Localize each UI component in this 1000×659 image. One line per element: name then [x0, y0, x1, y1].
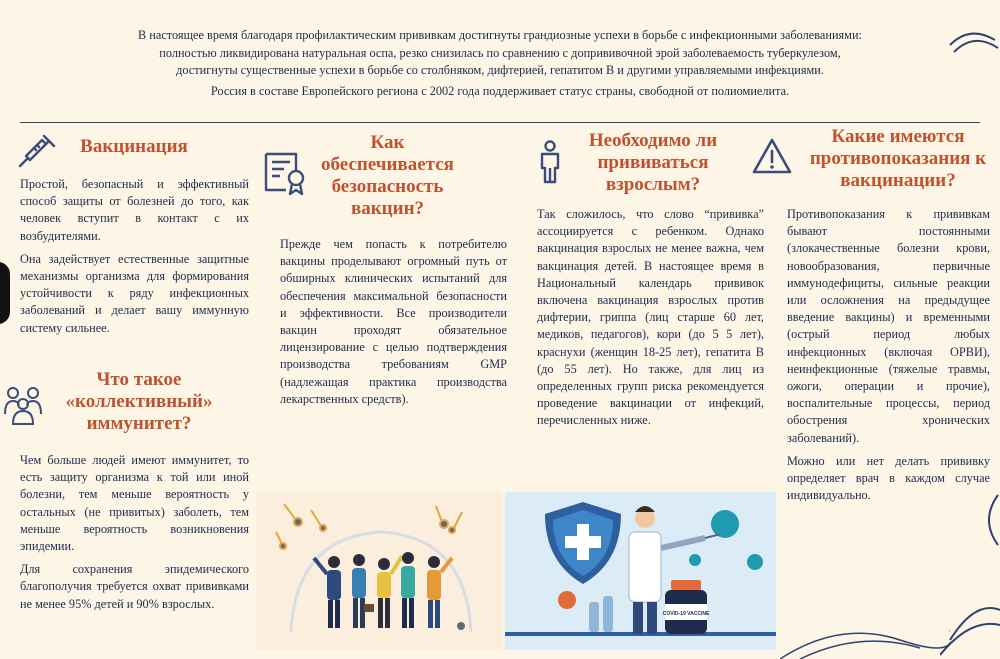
- warning-icon: [750, 136, 794, 176]
- safety-title-line-1: Как: [370, 132, 405, 153]
- herd-title-line-3: иммунитет?: [86, 413, 192, 434]
- people-group-icon: [2, 384, 44, 426]
- contraindications-title: [796, 126, 1000, 192]
- intro-line-1: В настоящее время благодаря профилактическим прививкам достигнуты грандиозные успехи в борьбе с инфекционными заболеваниями:: [138, 28, 862, 42]
- contra-paragraph-1: Противопоказания к прививкам бывают постоянными (злокачественные болезни крови, новообразования, первичные иммунодефициты, сильные реакции или осложнения на предыдущее введение вакцины) и временными (острый период любых инфекционных (включая ОРВИ), неинфекционные (тяжелые травмы, ожоги, операции и прочие), воспалительные процессы, период обострения хронических заболеваний).: [787, 207, 990, 445]
- vaccination-paragraph-1: Простой, безопасный и эффективный способ защиты от болезней до того, как человек вступит в контакт с их возбудителями.: [20, 177, 249, 243]
- syringe-icon: [16, 132, 58, 174]
- vaccination-text: [20, 176, 249, 343]
- safety-paragraph-1: Прежде чем попасть к потребителю вакцины проделывают огромный путь от обширных клинических испытаний для обеспечения максимальной безопасности и эффективности. Все производители вакцин проходят обязательное лицензирование с целью подтверждения производства требованиям GMP (надлежащая практика производства лекарственных средств).: [280, 237, 507, 406]
- contra-title-line-1: Какие имеются: [831, 126, 965, 147]
- adults-paragraph-1: Так сложилось, что слово “прививка” ассоциируется с ребенком. Однако вакцинация взрослых не менее важна, чем вакцинация детей. В настоящее время в Национальный календарь прививок включена вакцинация взрослых против дифтерии, гриппа (лиц старше 60 лет, медиков, педагогов), кори (до 5 5 лет), краснухи (женщин 18-25 лет), гепатита В (до 55 лет). Но также, для лиц из определенных групп риска рекомендуется проведение вакцинации от инфекций, перечисленных ниже.: [537, 207, 764, 428]
- intro-line-4: Россия в составе Европейского региона с 2002 года поддерживает статус страны, свободной от полиомиелита.: [210, 83, 790, 98]
- vaccination-title: Вакцинация: [80, 136, 188, 157]
- herd-immunity-text: [20, 452, 249, 619]
- safety-title-line-4: вакцин?: [350, 198, 425, 219]
- safety-title-line-3: безопасность: [331, 176, 444, 197]
- vaccine-doctor-illustration: [505, 492, 776, 650]
- safety-title: [300, 132, 475, 220]
- divider-line: [20, 122, 980, 123]
- contraindications-text: [787, 206, 990, 510]
- wave-decoration-bottom: [780, 560, 950, 659]
- vaccination-paragraph-2: Она задействует естественные защитные механизмы организма для формирования устойчивости к ряду инфекционных заболеваний и делает вашу иммунную систему сильнее.: [20, 251, 249, 335]
- adults-title: [568, 130, 738, 196]
- herd-title-line-1: Что такое: [96, 369, 182, 390]
- contra-title-line-2: противопоказания к: [809, 148, 987, 169]
- contra-paragraph-2: Можно или нет делать прививку определяет врач в каждом случае индивидуально.: [787, 453, 990, 503]
- herd-immunity-title: [44, 369, 234, 435]
- intro-line-2: полностью ликвидирована натуральная оспа, резко снизилась по сравнению с допрививочной эрой заболеваемость туберкулезом,: [159, 45, 841, 60]
- contra-title-line-3: вакцинации?: [840, 170, 956, 191]
- safety-title-line-2: обеспечивается: [321, 154, 454, 175]
- person-icon: [536, 140, 564, 184]
- intro-line-3: достигнуты существенные успехи в борьбе со столбняком, дифтерией, гепатитом В и другими управляемыми инфекциями.: [176, 63, 824, 77]
- adults-title-line-2: прививаться: [597, 152, 709, 173]
- herd-title-line-2: «коллективный»: [65, 391, 213, 412]
- intro-block: [60, 27, 940, 100]
- adults-title-line-1: Необходимо ли: [588, 130, 718, 151]
- adults-text: [537, 206, 764, 436]
- herd-immunity-illustration: [256, 492, 502, 650]
- herd-paragraph-2: Для сохранения эпидемического благополучия требуется охват прививками не менее 95% детей и 90% взрослых.: [20, 562, 249, 611]
- left-edge-shape: [0, 262, 10, 324]
- bottle-label: COVID-19 VACCINE: [662, 611, 710, 617]
- adults-title-line-3: взрослым?: [605, 174, 701, 195]
- safety-text: [280, 236, 507, 414]
- herd-paragraph-1: Чем больше людей имеют иммунитет, то есть защиту организма к той или иной болезни, тем меньше вероятность у остальных (не привитых) заболеть, тем меньше вероятность возникновения эпидемии.: [20, 453, 249, 554]
